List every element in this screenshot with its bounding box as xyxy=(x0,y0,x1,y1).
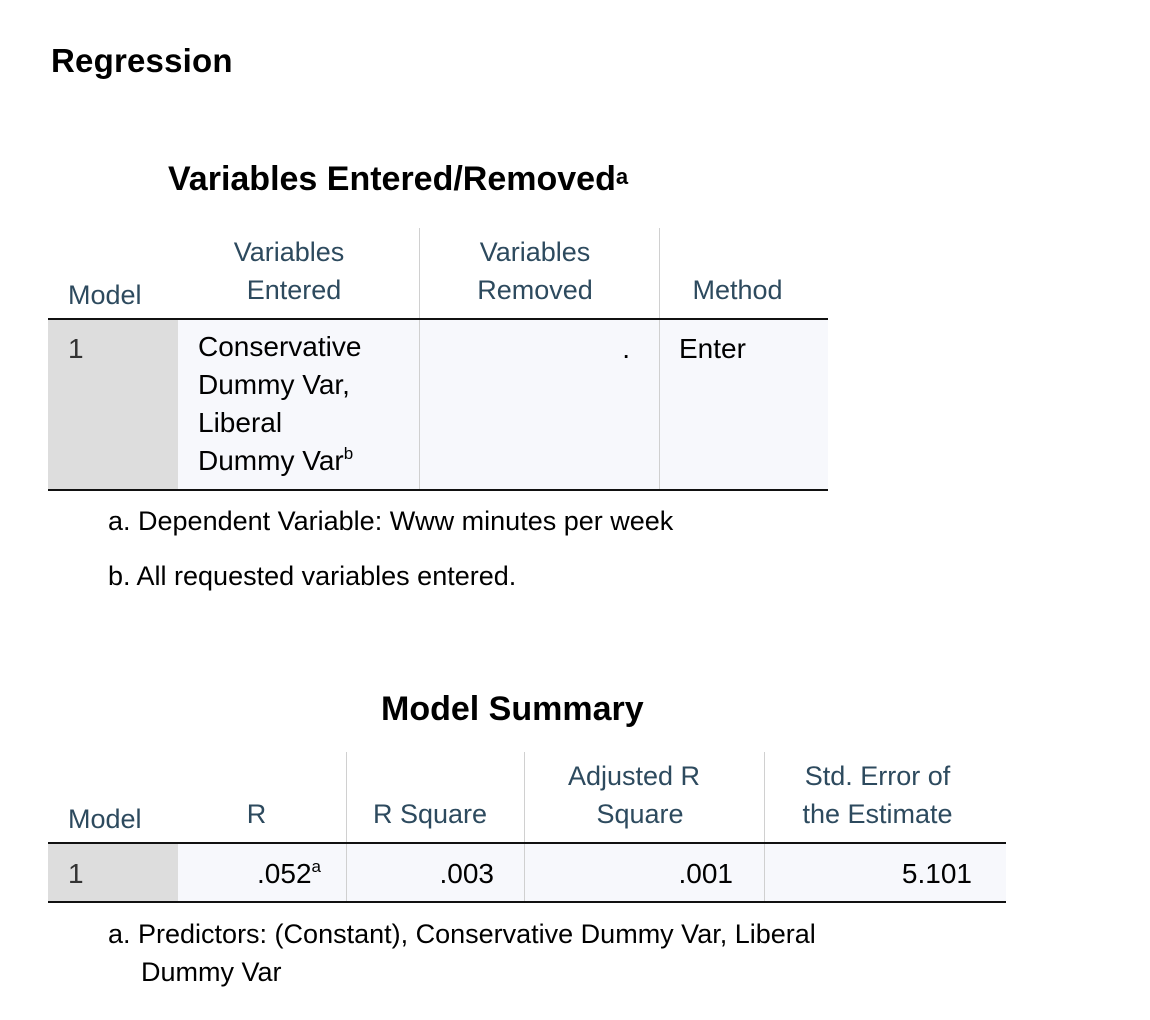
vars-entered-line-4: Dummy Var$^b$ xyxy=(198,444,354,476)
vars-header-entered-2: Entered xyxy=(246,275,342,305)
summary-header-adj-1: Adjusted R xyxy=(567,761,701,791)
vars-entered-line-3: Liberal xyxy=(198,407,283,438)
vars-entered-sup: b xyxy=(343,444,354,463)
summary-r-sup: a xyxy=(311,857,321,876)
summary-adj-r-square-value: .001 xyxy=(678,858,733,889)
summary-bottom-rule xyxy=(48,901,1006,903)
vars-table-title: Variables Entered/Removed$^a$ xyxy=(168,160,629,198)
summary-header-model: Model xyxy=(68,804,142,834)
summary-footnote-line-1: a. Predictors: (Constant), Conservative Dummy Var, Liberal xyxy=(108,919,816,949)
summary-row-model: 1 xyxy=(68,858,84,889)
vars-header-model: Model xyxy=(68,280,142,310)
summary-header-se-2: the Estimate xyxy=(802,799,953,829)
vars-header-method: Method xyxy=(692,275,783,305)
vars-row-method: Enter xyxy=(679,333,746,364)
summary-header-se-1: Std. Error of xyxy=(804,761,951,791)
vars-footnote-a: a. Dependent Variable: Www minutes per week xyxy=(108,506,674,536)
summary-header-adj-2: Square xyxy=(596,799,684,829)
vars-row-divider-2 xyxy=(659,320,660,490)
vars-table-title-sup: a xyxy=(615,164,629,189)
vars-row-model: 1 xyxy=(68,333,84,364)
summary-r-square-value: .003 xyxy=(439,858,494,889)
summary-se-value: 5.101 xyxy=(901,858,972,889)
vars-bottom-rule xyxy=(48,489,828,491)
vars-header-removed-1: Variables xyxy=(479,237,591,267)
vars-entered-line-2: Dummy Var, xyxy=(198,369,350,400)
summary-footnote-line-2: Dummy Var xyxy=(141,957,282,987)
vars-entered-line-1: Conservative xyxy=(198,331,362,362)
vars-footnote-b: b. All requested variables entered. xyxy=(108,561,517,591)
section-title: Regression xyxy=(51,42,233,79)
summary-header-r-square: R Square xyxy=(372,799,488,829)
vars-row-removed: . xyxy=(622,333,630,364)
summary-header-r: R xyxy=(246,799,267,829)
summary-r-value: .052$^a$ xyxy=(257,857,321,889)
vars-header-entered-1: Variables xyxy=(233,237,345,267)
summary-table-title: Model Summary xyxy=(381,690,644,728)
vars-header-removed-2: Removed xyxy=(477,275,593,305)
